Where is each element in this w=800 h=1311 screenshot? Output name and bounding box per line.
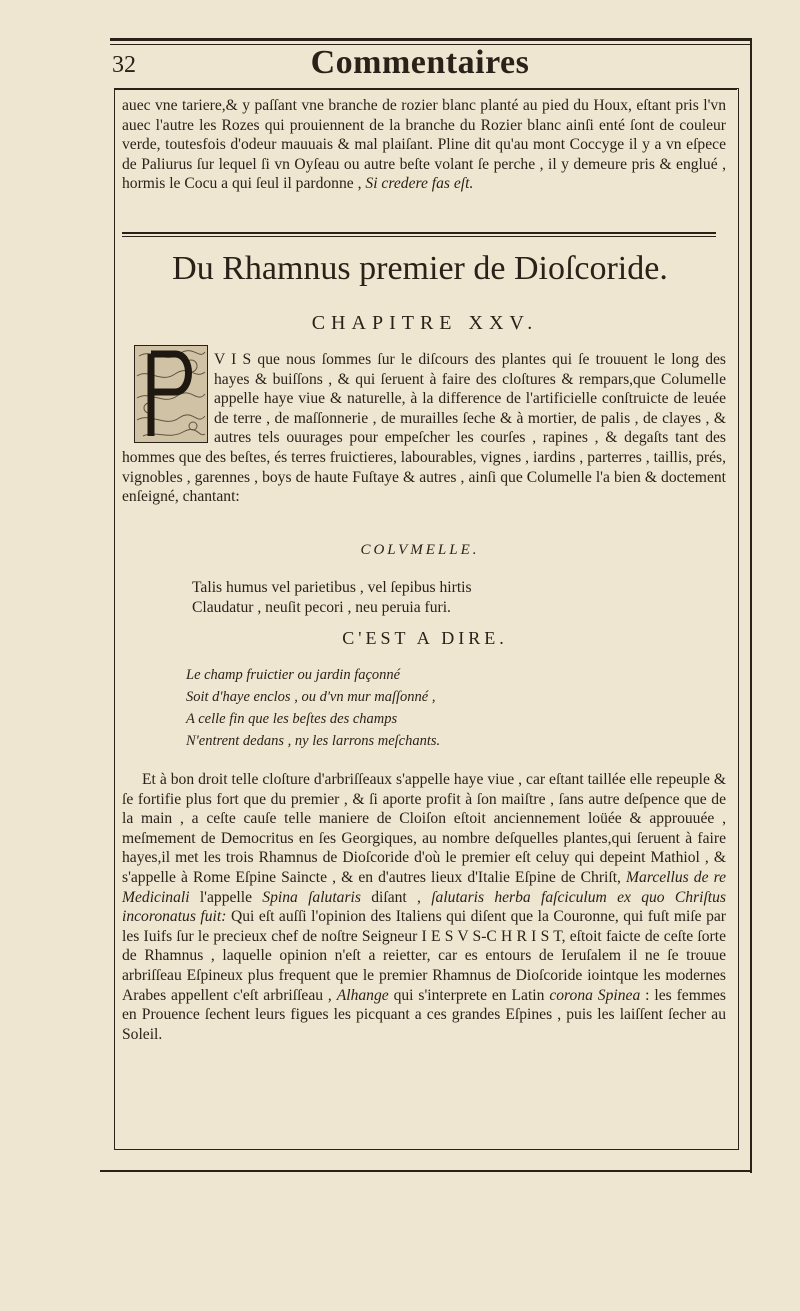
paragraph-2-latin: Marcellus de re Medicinali <box>122 868 727 906</box>
section-rule <box>122 232 716 234</box>
translation-verse <box>186 664 440 752</box>
right-rule <box>750 38 752 1173</box>
running-head: Commentaires <box>310 44 530 81</box>
chapter-paragraph-2 <box>122 770 726 1044</box>
paragraph-2-part: : les femmes en Prouence ſechent leurs figues les picquant a ces grandes Eſpines , puis les laiſſent ſecher au Soleil. <box>122 986 726 1043</box>
top-paragraph-text: auec vne tariere,& y paſſant vne branche de rozier blanc planté au pied du Houx, eſtant pris l'vn auec l'autre les Rozes qui prouiennent de la branche du Rozier blanc ainſi enté ſont de couleur verde, toutesfois d'odeur mauuais & mal plaiſant. Pline dit qu'au mont Coccyge il y a vn eſpece de Paliurus ſur lequel ſi vn Oyſeau ou autre beſte volant ſe perche , il y demeure pris & englué , hormis le Cocu a qui ſeul il pardonne , <box>122 97 726 193</box>
header-rule <box>114 88 737 90</box>
bottom-rule <box>100 1170 752 1172</box>
page-number: 32 <box>112 52 136 78</box>
paragraph-1-text: V I S que nous ſommes ſur le diſcours des plantes qui ſe trouuent le long des hayes & buiſſons , & qui ſeruent à faire des cloſtures & rempars,que Columelle appelle haye viue & naturelle, à la difference de l'artificielle conſtruicte de leuée de terre , de maſſonnerie , de murailles ſeche & à mortier, de palis , de clayes , & autres tels ouurages pour empeſcher les courſes , rapines , & degaſts tant des hommes que des beſtes, és terres fruictieres, labourables, vignes , iardins , parterres , taillis, prés, vignobles , garennes , boys de haute Fuſtaye & autres , ainſi que Columelle l'a bien & doctement enſeigné, chantant: <box>122 351 726 506</box>
paragraph-2-part: Et à bon droit telle cloſture d'arbriſſeaux s'appelle haye viue , car eſtant taillée elle repeuple & ſe fortifie plus fort que du premier , & ſi aporte profit à ſon maiſtre , ſans autre deſpence que de la main , a ceſte cauſe telle maniere de Cloiſon eſtoit anciennement loüée & approuuée , meſmement de Democritus en ſes Georgiques, au nombre deſquelles plantes,qui ſeruent à faire hayes,il met les trois Rhamnus de Dioſcoride d'où le premier eſt celuy qui depeint Mathiol , & s'appelle à Rome Eſpine Saincte , & en d'autres lieux d'Italie Eſpine de Chriſt, <box>122 771 726 886</box>
latin-verse <box>192 578 472 618</box>
section-rule-thin <box>122 236 716 237</box>
paragraph-2-latin: Spina ſalutaris <box>262 888 361 906</box>
paragraph-2-part: l'appelle <box>199 888 253 906</box>
translation-verse-line: Soit d'haye enclos , ou d'vn mur maſſonné , <box>186 689 436 705</box>
chapter-title: Du Rhamnus premier de Dioſcoride. <box>172 250 668 287</box>
paragraph-2-part: Qui eſt auſſi l'opinion des Italiens qui diſent que la Couronne, qui fuſt miſe par les Iuifs ſur le precieux chef de noſtre Seigneur I E S V S-C H R I S T, eſtoit faicte de ceſte ſorte de Rhamnus , laquelle opinion n'eſt a reietter, car es entours de Ieruſalem il ne ſe trouue arbriſſeau Eſpineux plus frequent que le premier Rhamnus de Dioſcoride iointque les modernes Arabes appellent c'eſt arbriſſeau , <box>122 908 726 1004</box>
latin-verse-line: Talis humus vel parietibus , vel ſepibus hirtis <box>192 579 472 596</box>
top-paragraph <box>122 96 726 194</box>
top-paragraph-latin: Si credere fas eſt. <box>365 175 474 193</box>
paragraph-2-part: qui s'interprete en Latin <box>393 986 545 1004</box>
latin-source-heading: COLVMELLE. <box>360 542 480 558</box>
translation-verse-line: Le champ fruictier ou jardin façonné <box>186 667 401 683</box>
chapter-paragraph-1 <box>122 350 726 507</box>
chapter-number: CHAPITRE XXV. <box>311 312 539 334</box>
translation-verse-line: N'entrent dedans , ny les larrons meſchants. <box>186 733 441 749</box>
paragraph-2-part: diſant , <box>371 888 421 906</box>
paragraph-2-latin: Alhange <box>336 986 389 1004</box>
paragraph-2-latin: corona Spinea <box>549 986 641 1004</box>
paragraph-2-latin: ſalutaris herba faſciculum ex quo Chriſtus incoronatus fuit: <box>122 888 726 926</box>
latin-verse-line: Claudatur , neuſit pecori , neu peruia furi. <box>192 599 451 616</box>
translation-heading: C'EST A DIRE. <box>342 628 508 648</box>
top-rule-thick <box>110 38 750 41</box>
translation-verse-line: A celle fin que les beſtes des champs <box>186 711 398 727</box>
